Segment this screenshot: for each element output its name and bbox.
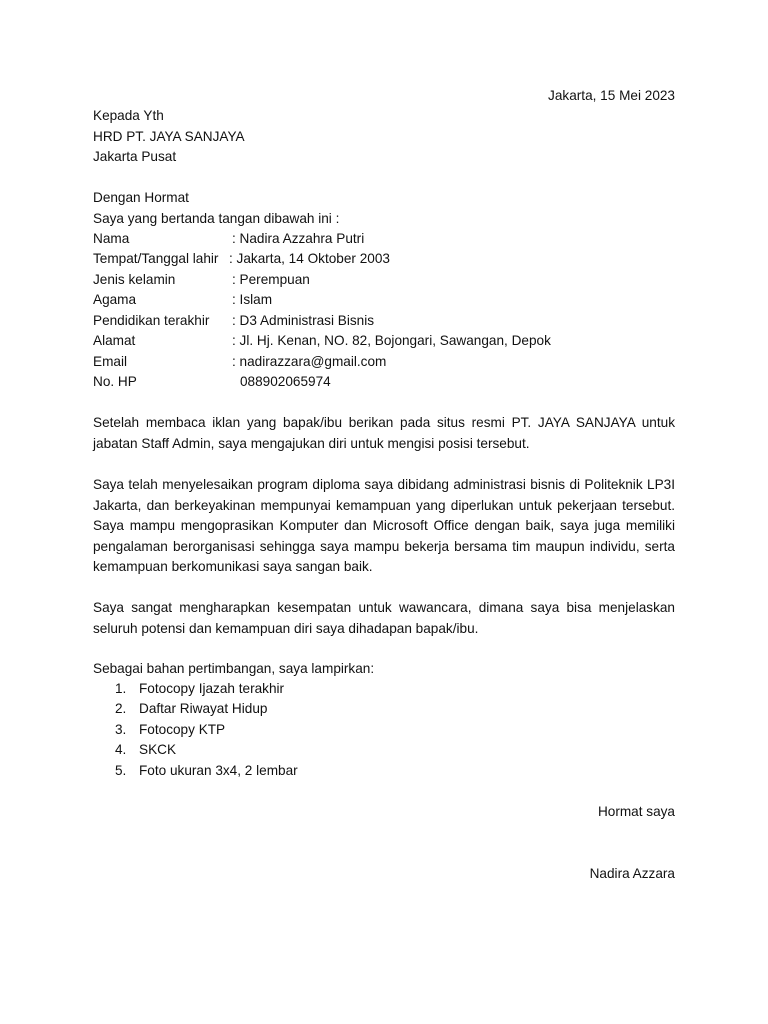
identity-label: Agama	[93, 292, 137, 307]
list-number: 5.	[115, 763, 127, 778]
recipient-line: Kepada Yth	[93, 108, 164, 123]
identity-value: 088902065974	[240, 374, 331, 389]
identity-value: : Perempuan	[232, 272, 310, 287]
body-paragraph: Saya sangat mengharapkan kesempatan untuk wawancara, dimana saya bisa menjelaskan seluruh potensi dan kemampuan diri saya dihadapan bapak/ibu.	[93, 600, 675, 636]
list-item: Foto ukuran 3x4, 2 lembar	[139, 763, 298, 778]
identity-label: Pendidikan terakhir	[93, 313, 210, 328]
identity-value: : Jl. Hj. Kenan, NO. 82, Bojongari, Sawangan, Depok	[232, 333, 551, 348]
place-date: Jakarta, 15 Mei 2023	[548, 88, 675, 103]
identity-value: : Nadira Azzahra Putri	[232, 231, 365, 246]
attachments-intro: Sebagai bahan pertimbangan, saya lampirkan:	[93, 661, 375, 676]
identity-label: No. HP	[93, 374, 137, 389]
intro-line: Saya yang bertanda tangan dibawah ini :	[93, 211, 340, 226]
identity-label: Nama	[93, 231, 130, 246]
closing: Hormat saya	[597, 804, 675, 819]
signature-name: Nadira Azzara	[589, 866, 675, 881]
list-number: 4.	[115, 742, 127, 757]
body-paragraph: Saya telah menyelesaikan program diploma saya dibidang administrasi bisnis di Politeknik LP3I Jakarta, dan berkeyakinan mempunyai kemampuan yang diperlukan untuk pekerjaan tersebut. Saya mampu mengoprasikan Komputer dan Microsoft Office dengan baik, saya juga memiliki pengalaman berorganisasi sehingga saya mampu bekerja bersama tim maupun individu, serta kemampuan berkomunikasi saya sangan baik.	[93, 477, 675, 575]
identity-label: Tempat/Tanggal lahir	[93, 251, 219, 266]
identity-value: : D3 Administrasi Bisnis	[232, 313, 375, 328]
identity-value: : Islam	[232, 292, 273, 307]
identity-label: Jenis kelamin	[93, 272, 176, 287]
list-item: SKCK	[139, 742, 177, 757]
list-item: Daftar Riwayat Hidup	[139, 701, 268, 716]
body-paragraph: Setelah membaca iklan yang bapak/ibu berikan pada situs resmi PT. JAYA SANJAYA untuk jabatan Staff Admin, saya mengajukan diri untuk mengisi posisi tersebut.	[93, 415, 675, 451]
recipient-line: Jakarta Pusat	[93, 149, 177, 164]
identity-value: : nadirazzara@gmail.com	[232, 354, 387, 369]
list-number: 2.	[115, 701, 127, 716]
list-item: Fotocopy KTP	[139, 722, 226, 737]
list-number: 3.	[115, 722, 127, 737]
list-item: Fotocopy Ijazah terakhir	[139, 681, 285, 696]
identity-value: : Jakarta, 14 Oktober 2003	[229, 251, 390, 266]
list-number: 1.	[115, 681, 127, 696]
identity-label: Email	[93, 354, 127, 369]
salutation: Dengan Hormat	[93, 190, 189, 205]
recipient-line: HRD PT. JAYA SANJAYA	[93, 129, 245, 144]
identity-label: Alamat	[93, 333, 136, 348]
